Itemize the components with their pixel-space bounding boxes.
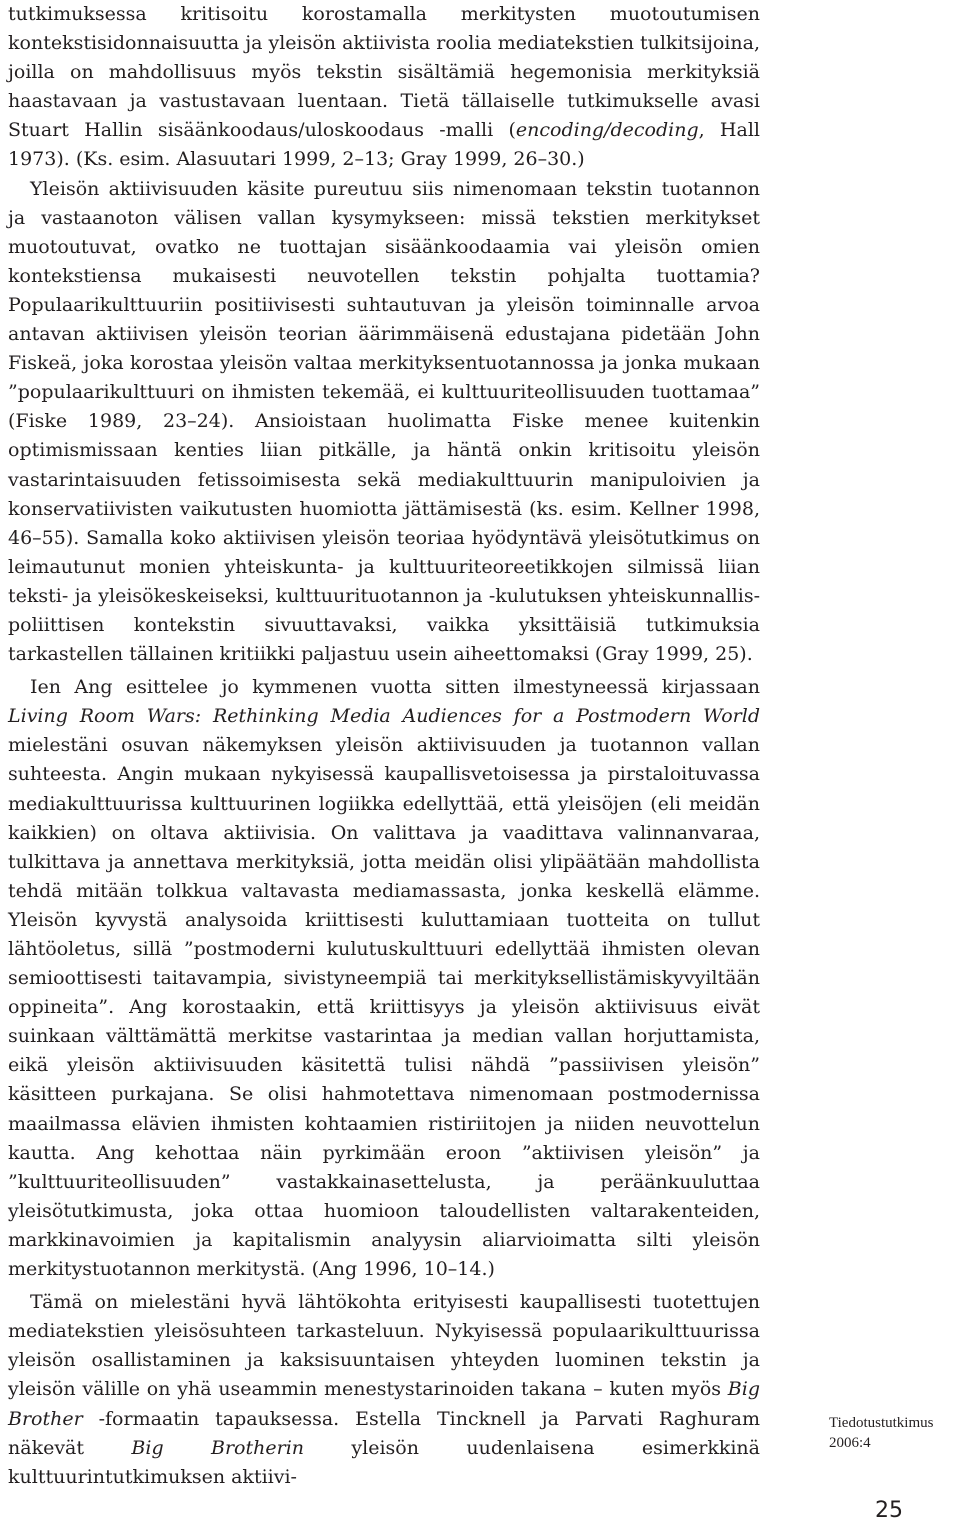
article-body — [8, 0, 760, 1492]
paragraph-1-text-a: tutkimuksessa kritisoitu korostamalla merkitysten muotoutumisen kontekstisidonnaisuutta ja yleisön aktiivista roolia mediatekstien tulkitsijoina, joilla on mahdollisuus myös tekstin sisältämiä hegemonisia merkityksiä haastavaan ja vastustavaan luentaan. Tietä tällaiselle tutkimukselle avasi Stuart Hallin sisäänkoodaus/uloskoodaus -malli ( — [8, 3, 760, 142]
paragraph-3-text-a: Ien Ang esittelee jo kymmenen vuotta sitten ilmestyneessä kirjassaan — [30, 676, 760, 699]
paragraph-2: Yleisön aktiivisuuden käsite pureutuu siis nimenomaan tekstin tuotannon ja vastaanoton välisen vallan kysymykseen: missä tekstien merkitykset muotoutuvat, ovatko ne tuottajan sisäänkoodaamia vai yleisön omien kontekstiensa mukaisesti neuvotellen tekstin pohjalta tuottamia? Populaarikulttuuriin positiivisesti suhtautuvan ja yleisön toiminnalle arvoa antavan aktiivisen yleisön teorian äärimmäisenä edustajana pidetään John Fiskeä, joka korostaa yleisön valtaa merkityksentuotannossa ja jonka mukaan ”populaarikulttuuri on ihmisten tekemää, ei kulttuuriteollisuuden tuottamaa” (Fiske 1989, 23–24). Ansioistaan huolimatta Fiske menee kuitenkin optimismissaan kenties liian pitkälle, ja häntä onkin kritisoitu yleisön vastarintaisuuden fetissoimisesta sekä mediakulttuurin manipuloivien ja konservatiivisten vaikutusten huomiotta jättämisestä (ks. esim. Kellner 1998, 46–55). Samalla koko aktiivisen yleisön teoriaa hyödyntävä yleisötutkimus on leimautunut monien yhteiskunta- ja kulttuuriteoreetikkojen silmissä liian teksti- ja yleisökeskeiseksi, kulttuurituotannon ja -kulutuksen yhteiskunnallis-poliittisen kontekstin sivuuttavaksi, vaikka yksittäisiä tutkimuksia tarkastellen tällainen kritiikki paljastuu usein aiheettomaksi (Gray 1999, 25). — [8, 177, 760, 666]
paragraph-4-text-b: -formaatin tapauksessa. Estella Tincknell ja Parvati Raghuram näkevät — [8, 1407, 760, 1459]
paragraph-1-text-b: , Hall 1973). (Ks. esim. Alasuutari 1999, 2–13; Gray 1999, 26–30.) — [8, 119, 760, 171]
paragraph-4-italic-program: Big Brotherin — [131, 1436, 305, 1459]
paragraph-3-text-b: mielestäni osuvan näkemyksen yleisön aktiivisuuden ja tuotannon vallan suhteesta. Angin mukaan nykyisessä kaupallisvetoisessa ja pirstaloituvassa mediakulttuurissa kulttuurinen logiikka edellyttää, että yleisöjen (eli meidän kaikkien) on oltava aktiivisia. On valittava ja vaadittava valinnanvaraa, tulkittava ja annettava merkityksiä, jotta meidän olisi ylipäätään mahdollista tehdä mitään tolkkua valtavasta mediamassasta, jonka keskellä elämme. Yleisön kyvystä analysoida kriittisesti kuluttamiaan tuotteita on tullut lähtöoletus, sillä ”postmoderni kulutuskulttuuri edellyttää ihmisten olevan semioottisesti taitavampia, sivistyneempiä tai merkityksellistämiskyvyiltään oppineita”. Ang korostaakin, että kriittisyys ja yleisön aktiivisuus eivät suinkaan välttämättä merkitse vastarintaa ja median vallan horjuttamista, eikä yleisön aktiivisuuden käsitettä tulisi nähdä ”passiivisen yleisön” käsitteen purkajana. Se olisi hahmotettava nimenomaan postmodernissa maailmassa elävien ihmisten kohtaamien ristiriitojen ja niiden neuvottelun kautta. Ang kehottaa näin pyrkimään eroon ”aktiivisen yleisön” ja ”kulttuuriteollisuuden” vastakkainasettelusta, ja peräänkuuluttaa yleisötutkimusta, joka ottaa huomioon taloudellisten valtarakenteiden, markkinavoimien ja kapitalismin analyysin aliarvioimatta silti yleisön merkitystuotannon merkitystä. (Ang 1996, 10–14.) — [8, 734, 760, 1281]
paragraph-4-italic-format: Big Brother — [8, 1378, 760, 1430]
paragraph-4-text-a: Tämä on mielestäni hyvä lähtökohta erityisesti kaupallisesti tuotettujen mediatekstien yleisösuhteen tarkasteluun. Nykyisessä populaarikulttuurissa yleisön osallistaminen ja kaksisuuntaisen yhteyden luominen tekstin ja yleisön välille on yhä useammin menestystarinoiden takana – kuten myös — [8, 1291, 760, 1401]
journal-name: Tiedotustutkimus — [829, 1415, 934, 1431]
paragraph-3 — [8, 673, 760, 1284]
journal-label — [829, 1413, 933, 1453]
paragraph-4 — [8, 1288, 760, 1492]
paragraph-4-text-c: yleisön uudenlaisena esimerkkinä kulttuurintutkimuksen aktiivi- — [8, 1436, 760, 1488]
page-number: 25 — [875, 1498, 903, 1523]
journal-issue: 2006:4 — [829, 1435, 871, 1451]
paragraph-3-book-title: Living Room Wars: Rethinking Media Audiences for a Postmodern World — [8, 705, 760, 728]
paragraph-1 — [8, 0, 760, 175]
paragraph-1-italic-term: encoding/decoding — [515, 119, 699, 142]
